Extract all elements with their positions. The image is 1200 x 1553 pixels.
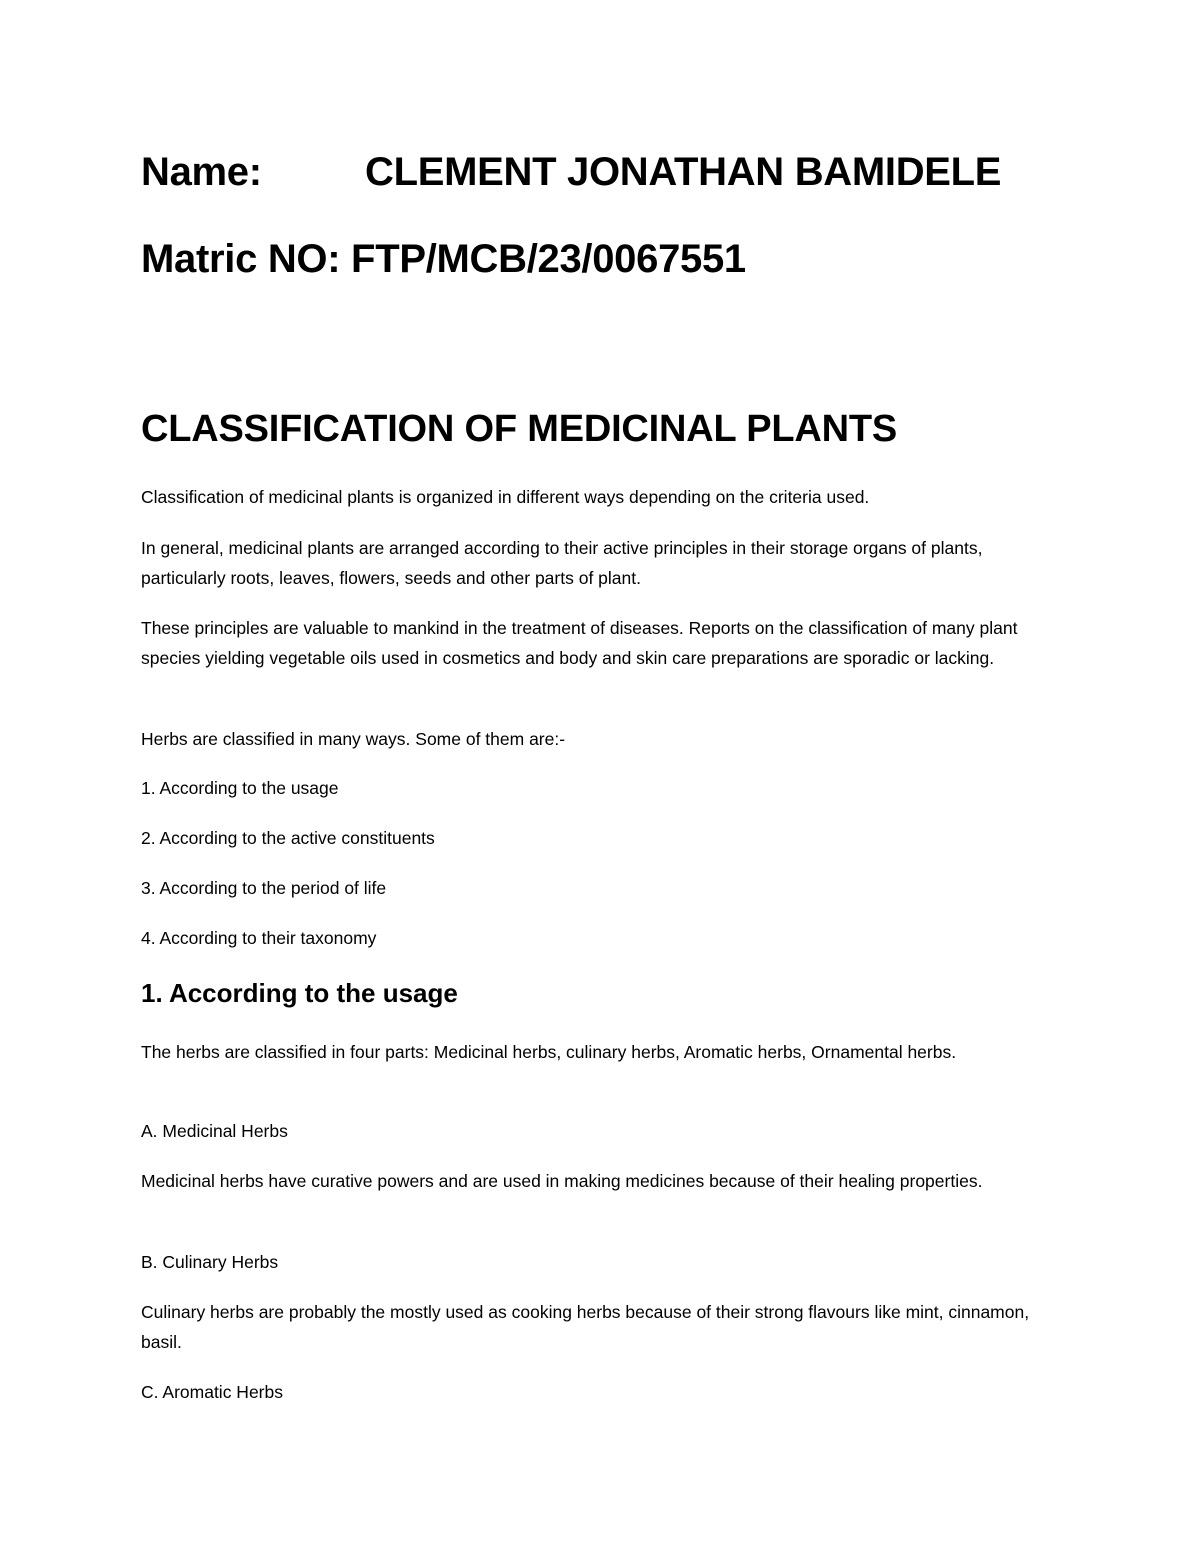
paragraph-1: Classification of medicinal plants is organized in different ways depending on the criteria used. — [141, 487, 870, 507]
name-label: Name: — [141, 150, 262, 194]
document-title: CLASSIFICATION OF MEDICINAL PLANTS — [141, 408, 898, 450]
subsection-c-title: C. Aromatic Herbs — [141, 1382, 283, 1402]
matric-number: Matric NO: FTP/MCB/23/0067551 — [141, 237, 746, 281]
paragraph-3: These principles are valuable to mankind in the treatment of diseases. Reports on the classification of many plant species yielding vegetable oils used in cosmetics and body and skin care preparations are sporadic or lacking. — [141, 618, 1018, 668]
subsection-b-text: Culinary herbs are probably the mostly used as cooking herbs because of their strong flavours like mint, cinnamon, basil. — [141, 1302, 1030, 1352]
list-item-4: 4. According to their taxonomy — [141, 928, 377, 948]
paragraph-2: In general, medicinal plants are arranged according to their active principles in their storage organs of plants, particularly roots, leaves, flowers, seeds and other parts of plant. — [141, 538, 983, 588]
section-heading: 1. According to the usage — [141, 978, 458, 1008]
subsection-b-title: B. Culinary Herbs — [141, 1252, 279, 1272]
list-item-1: 1. According to the usage — [141, 778, 339, 798]
subsection-a-title: A. Medicinal Herbs — [141, 1121, 288, 1141]
list-item-3: 3. According to the period of life — [141, 878, 387, 898]
paragraph-4: Herbs are classified in many ways. Some of them are:- — [141, 729, 566, 749]
name-value: CLEMENT JONATHAN BAMIDELE — [365, 150, 1002, 194]
subsection-a-text: Medicinal herbs have curative powers and are used in making medicines because of their healing properties. — [141, 1171, 983, 1191]
list-item-2: 2. According to the active constituents — [141, 828, 435, 848]
section-intro: The herbs are classified in four parts: Medicinal herbs, culinary herbs, Aromatic herbs, Ornamental herbs. — [141, 1042, 957, 1062]
